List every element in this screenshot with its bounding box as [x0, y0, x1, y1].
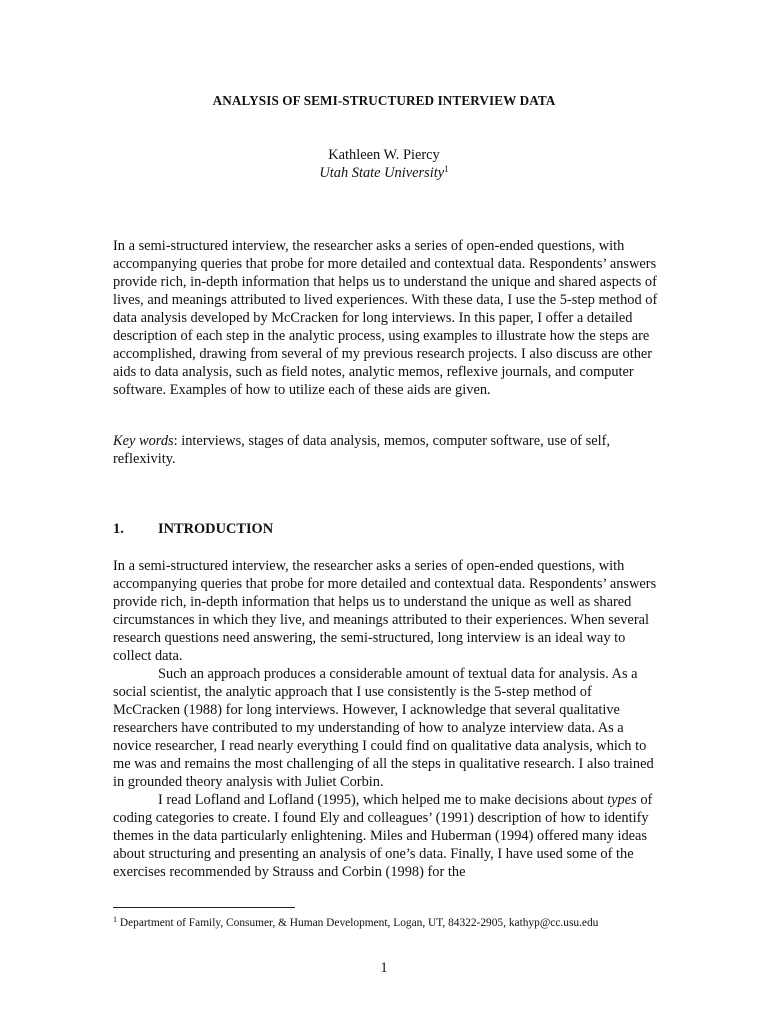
keywords-paragraph [113, 432, 658, 468]
section-title: INTRODUCTION [158, 521, 274, 537]
keywords [113, 432, 658, 468]
footnote-divider [113, 907, 295, 908]
affiliation-text: Utah State University [319, 165, 445, 181]
abstract-text: In a semi-structured interview, the researcher asks a series of open-ended questions, with accompanying queries that probe for more detailed and contextual data. Respondents’ answers provide rich, in-depth information that helps us to understand the unique and shared aspects of lives, and meanings attributed to lived experiences. With these data, I use the 5-step method of data analysis developed by McCracken for long interviews. In this paper, I offer a detailed description of each step in the analytic process, using examples to illustrate how the steps are accomplished, drawing from several of my previous research projects. I also discuss are other aids to data analysis, such as field notes, analytic memos, reflexive journals, and computer software. Examples of how to utilize each of these aids are given. [113, 238, 658, 398]
intro-paragraph-1: In a semi-structured interview, the researcher asks a series of open-ended questions, with accompanying queries that probe for more detailed and contextual data. Respondents’ answers provide rich, in-depth information that helps us to understand the unique as well as shared circumstances in which they live, and meanings attributed to their experiences. When several research questions need answering, the semi-structured, long interview is an ideal way to collect data. [113, 558, 657, 664]
author-affiliation [0, 165, 768, 182]
abstract [113, 237, 658, 399]
footnote-mark: 1 [113, 915, 117, 924]
section-number: 1. [113, 521, 124, 537]
affiliation-footnote-mark: 1 [444, 164, 449, 174]
introduction-body [113, 557, 658, 881]
page-number: 1 [380, 960, 388, 976]
intro-p3-emphasis: types [607, 792, 637, 808]
keywords-label: Key words [113, 433, 174, 449]
keywords-text: : interviews, stages of data analysis, memos, computer software, use of self, reflexivity. [113, 433, 611, 467]
author-name: Kathleen W. Piercy [328, 147, 440, 163]
intro-p3-before: I read Lofland and Lofland (1995), which helped me to make decisions about [158, 792, 608, 808]
footnote-text: Department of Family, Consumer, & Human Development, Logan, UT, 84322-2905, kathyp@cc.usu.edu [117, 917, 599, 929]
intro-p3-after: of coding categories to create. I found Ely and colleagues’ (1991) description of how to identify themes in the data particularly enlightening. Miles and Huberman (1994) offered many ideas about structuring and presenting an analysis of one’s data. Finally, I have used some of the exercises recommended by Strauss and Corbin (1998) for the [113, 792, 653, 880]
intro-paragraph-3 [113, 791, 658, 881]
section-heading [113, 521, 273, 538]
intro-paragraph-2: Such an approach produces a considerable amount of textual data for analysis. As a social scientist, the analytic approach that I use consistently is the 5-step method of McCracken (1988) for long interviews. However, I acknowledge that several qualitative researchers have contributed to my understanding of how to analyze interview data. As a novice researcher, I read nearly everything I could find on qualitative data analysis, which to me was and remains the most challenging of all the steps in qualitative research. I also trained in grounded theory analysis with Juliet Corbin. [113, 666, 654, 790]
footnote [113, 916, 673, 930]
paper-title: ANALYSIS OF SEMI-STRUCTURED INTERVIEW DATA [212, 93, 556, 108]
